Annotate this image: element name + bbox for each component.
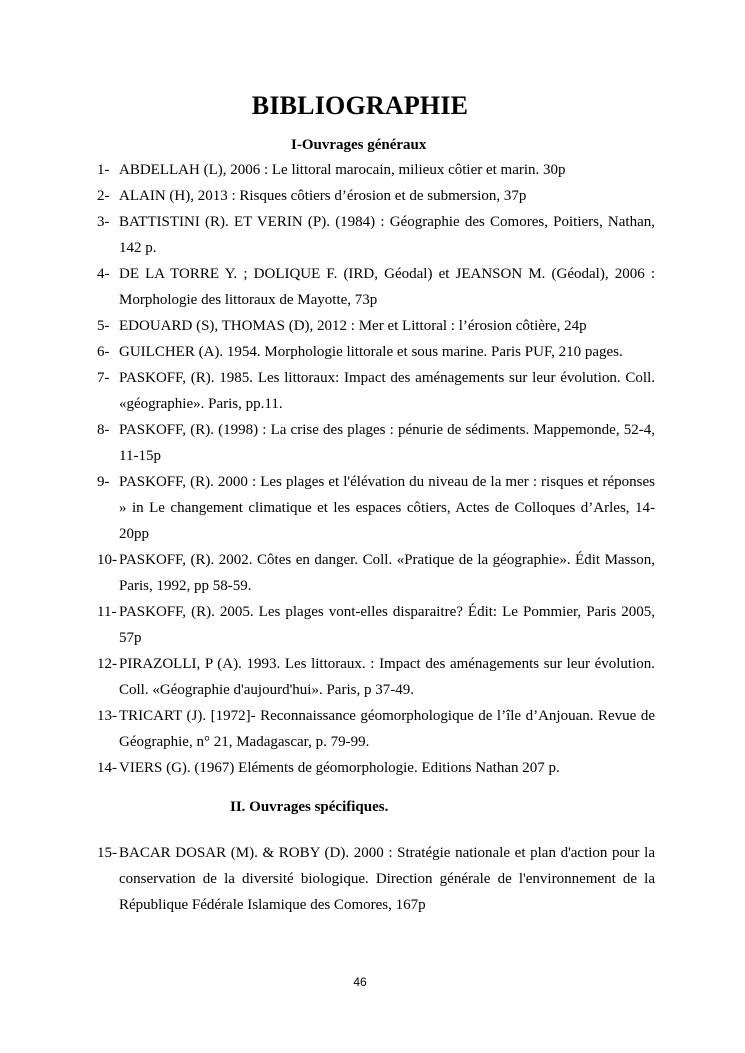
bibliography-entry (97, 840, 655, 918)
bibliography-entry (97, 183, 655, 209)
bibliography-entry (97, 209, 655, 261)
entry-text: VIERS (G). (1967) Eléments de géomorphologie. Editions Nathan 207 p. (119, 760, 560, 776)
entry-text: ALAIN (H), 2013 : Risques côtiers d’érosion et de submersion, 37p (119, 188, 527, 204)
entry-number: 2- (97, 188, 110, 204)
entry-number: 10- (97, 552, 117, 568)
entry-text: EDOUARD (S), THOMAS (D), 2012 : Mer et Littoral : l’érosion côtière, 24p (119, 318, 587, 334)
bibliography-entry (97, 417, 655, 469)
entry-number: 8- (97, 422, 110, 438)
entry-number: 4- (97, 266, 110, 282)
entry-number: 7- (97, 370, 110, 386)
entry-number: 3- (97, 214, 110, 230)
bibliography-entry (97, 547, 655, 599)
entry-text: ABDELLAH (L), 2006 : Le littoral marocain, milieux côtier et marin. 30p (119, 162, 566, 178)
entry-number: 15- (97, 845, 117, 861)
entry-number: 13- (97, 708, 117, 724)
entry-number: 12- (97, 656, 117, 672)
bibliography-entry (97, 365, 655, 417)
section-heading-specific: II. Ouvrages spécifiques. (230, 799, 389, 815)
bibliography-entry (97, 313, 655, 339)
entry-number: 1- (97, 162, 110, 178)
entry-text: PASKOFF, (R). 2005. Les plages vont-elles disparaitre? Édit: Le Pommier, Paris 2005, 57p (119, 604, 655, 646)
entry-number: 11- (97, 604, 117, 620)
entry-text: PASKOFF, (R). 2000 : Les plages et l'élévation du niveau de la mer : risques et réponses » in Le changement climatique et les espaces côtiers, Actes de Colloques d’Arles, 14-20pp (119, 474, 655, 542)
bibliography-entry (97, 651, 655, 703)
entry-number: 5- (97, 318, 110, 334)
bibliography-entry (97, 599, 655, 651)
entry-text: GUILCHER (A). 1954. Morphologie littorale et sous marine. Paris PUF, 210 pages. (119, 344, 623, 360)
entry-text: BATTISTINI (R). ET VERIN (P). (1984) : Géographie des Comores, Poitiers, Nathan, 142 p. (119, 214, 655, 256)
bibliography-entry (97, 755, 655, 781)
entry-number: 6- (97, 344, 110, 360)
page-number: 46 (353, 975, 367, 989)
entry-text: PASKOFF, (R). 2002. Côtes en danger. Coll. «Pratique de la géographie». Édit Masson, Paris, 1992, pp 58-59. (119, 552, 655, 594)
entry-text: TRICART (J). [1972]- Reconnaissance géomorphologique de l’île d’Anjouan. Revue de Géographie, n° 21, Madagascar, p. 79-99. (119, 708, 655, 750)
entry-number: 9- (97, 474, 110, 490)
page-title: BIBLIOGRAPHIE (251, 91, 469, 120)
bibliography-entry (97, 339, 655, 365)
bibliography-entry (97, 261, 655, 313)
section-heading-general: I-Ouvrages généraux (291, 137, 427, 153)
entry-text: DE LA TORRE Y. ; DOLIQUE F. (IRD, Géodal) et JEANSON M. (Géodal), 2006 : Morphologie des littoraux de Mayotte, 73p (119, 266, 655, 308)
entry-text: PASKOFF, (R). (1998) : La crise des plages : pénurie de sédiments. Mappemonde, 52-4, 11-15p (119, 422, 655, 464)
entry-text: BACAR DOSAR (M). & ROBY (D). 2000 : Stratégie nationale et plan d'action pour la conservation de la diversité biologique. Direction générale de l'environnement de la République Fédérale Islamique des Comores, 167p (119, 845, 655, 913)
entry-text: PASKOFF, (R). 1985. Les littoraux: Impact des aménagements sur leur évolution. Coll. «géographie». Paris, pp.11. (119, 370, 655, 412)
bibliography-entry (97, 469, 655, 547)
entry-number: 14- (97, 760, 117, 776)
bibliography-entry (97, 157, 655, 183)
entry-text: PIRAZOLLI, P (A). 1993. Les littoraux. : Impact des aménagements sur leur évolution. Coll. «Géographie d'aujourd'hui». Paris, p 37-49. (119, 656, 655, 698)
bibliography-entry (97, 703, 655, 755)
